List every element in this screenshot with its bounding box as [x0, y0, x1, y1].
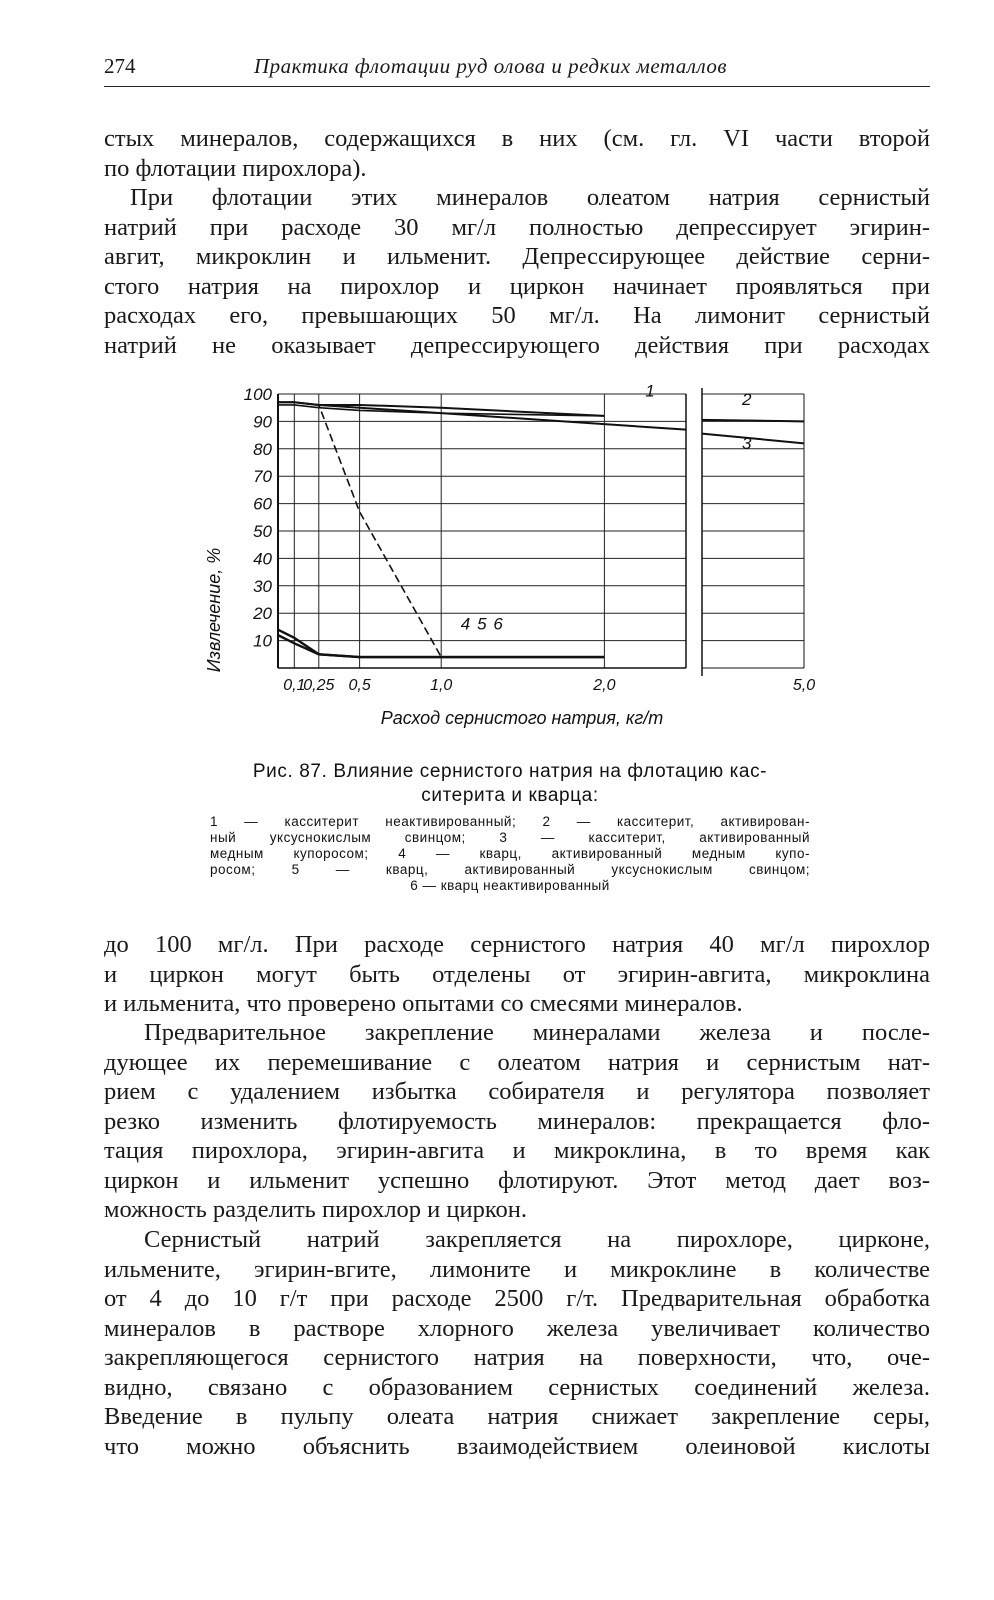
x-axis-label: Расход сернистого натрия, кг/т: [380, 708, 664, 728]
series-label-2: 2: [742, 389, 752, 409]
text-line: и циркон могут быть отделены от эгирин-авгита, микроклина: [104, 960, 930, 988]
text-line: от 4 до 10 г/т при расходе 2500 г/т. Предварительная обработка: [104, 1285, 930, 1312]
y-tick-label: 90: [253, 412, 272, 432]
y-tick-label: 10: [253, 631, 272, 651]
caption-line: ситерита и кварца:: [421, 785, 599, 806]
text-line: рием с удалением избытка собирателя и регулятора позволяет: [104, 1078, 930, 1105]
y-axis-label: Извлечение, %: [204, 547, 224, 673]
y-tick-label: 60: [253, 494, 272, 514]
text-line: по флотации пирохлора).: [104, 154, 367, 182]
chart-grid: [278, 388, 804, 676]
text-line: резко изменить флотируемость минералов: прекращается фло-: [104, 1107, 930, 1135]
x-tick-label: 0,1: [283, 677, 306, 694]
paragraph-4: [104, 1018, 930, 1225]
legend-line: 6 — кварц неактивированный: [410, 878, 610, 893]
x-tick-label: 0,5: [348, 677, 371, 694]
page-number: 274: [104, 54, 136, 78]
text-line: до 100 мг/л. При расходе сернистого натрия 40 мг/л пирохлор: [104, 931, 930, 958]
legend-line: 1 — касситерит неактивированный; 2 — касситерит, активирован-: [210, 814, 810, 829]
text-line: Введение в пульпу олеата натрия снижает закрепление серы,: [104, 1403, 930, 1430]
text-line: натрий при расходе 30 мг/л полностью депрессирует эгирин-: [104, 213, 930, 241]
y-tick-label: 30: [253, 576, 272, 596]
text-line: Предварительное закрепление минералами железа и после-: [144, 1019, 930, 1046]
series-label-6: 6: [493, 614, 503, 634]
text-line: Сернистый натрий закрепляется на пирохлоре, цирконе,: [144, 1226, 930, 1253]
paragraph-5: [104, 1225, 930, 1461]
x-tick-label: 2,0: [593, 677, 616, 694]
x-tick-label: 1,0: [430, 677, 453, 694]
running-title: Практика флотации руд олова и редких металлов: [254, 54, 727, 78]
figure-87: [196, 378, 836, 743]
text-line: стого натрия на пирохлор и циркон начинает проявляться при: [104, 272, 930, 300]
series-3-line-right: [702, 434, 804, 444]
text-line: ильмените, эгирин-вгите, лимоните и микроклине в количестве: [104, 1255, 930, 1283]
text-line: можность разделить пирохлор и циркон.: [104, 1196, 528, 1223]
legend-line: росом; 5 — кварц, активированный уксуснокислым свинцом;: [210, 862, 810, 877]
series-label-3: 3: [742, 433, 752, 453]
text-line: натрий не оказывает депрессирующего действия при расходах: [104, 331, 930, 359]
text-line: тация пирохлора, эгирин-авгита и микроклина, в то время как: [104, 1137, 930, 1164]
paragraph-2: [104, 183, 930, 360]
text-line: закрепляющегося сернистого натрия на поверхности, что, оче-: [104, 1344, 930, 1371]
running-header: [104, 52, 930, 87]
x-tick-label: 5,0: [792, 677, 816, 694]
recovery-chart: [196, 378, 836, 738]
text-line: и ильменита, что проверено опытами со смесями минералов.: [104, 990, 743, 1017]
text-line: расходах его, превышающих 50 мг/л. На лимонит сернистый: [104, 302, 930, 329]
x-tick-label: 0,25: [303, 677, 335, 694]
figure-caption: [210, 760, 810, 894]
paragraph-3: [104, 930, 930, 1019]
text-line: видно, связано с образованием сернистых соединений железа.: [104, 1373, 930, 1401]
y-tick-label: 20: [253, 604, 272, 624]
series-label-4: 4: [460, 614, 471, 634]
text-line: дующее их перемешивание с олеатом натрия и сернистым нат-: [104, 1048, 930, 1076]
legend-line: ный уксуснокислым свинцом; 3 — касситерит, активированный: [210, 830, 810, 845]
text-line: что можно объяснить взаимодействием олеиновой кислоты: [104, 1432, 930, 1460]
series-3-line: [278, 402, 686, 429]
y-tick-label: 100: [243, 385, 272, 404]
y-tick-label: 70: [253, 467, 272, 487]
caption-line: Рис. 87. Влияние сернистого натрия на флотацию кас-: [252, 761, 768, 782]
text-line: циркон и ильменит успешно флотируют. Этот метод дает воз-: [104, 1166, 930, 1194]
series-label-1: 1: [645, 381, 655, 401]
caption-legend: [210, 814, 810, 894]
y-tick-label: 50: [253, 522, 272, 541]
text-line: минералов в растворе хлорного железа увеличивает количество: [104, 1314, 930, 1342]
text-line: авгит, микроклин и ильменит. Депрессирующее действие серни-: [104, 243, 930, 270]
text-line: стых минералов, содержащихся в них (см. гл. VI части второй: [104, 125, 930, 152]
y-tick-label: 40: [253, 549, 272, 569]
series-label-5: 5: [477, 614, 487, 634]
y-tick-label: 80: [253, 439, 272, 459]
text-line: При флотации этих минералов олеатом натрия сернистый: [130, 184, 930, 211]
caption-title: [210, 760, 810, 808]
chart-ticks: [244, 382, 816, 694]
chart-series: [278, 402, 804, 657]
legend-line: медным купоросом; 4 — кварц, активированный медным купо-: [210, 846, 810, 861]
paragraph-1: [104, 124, 930, 183]
